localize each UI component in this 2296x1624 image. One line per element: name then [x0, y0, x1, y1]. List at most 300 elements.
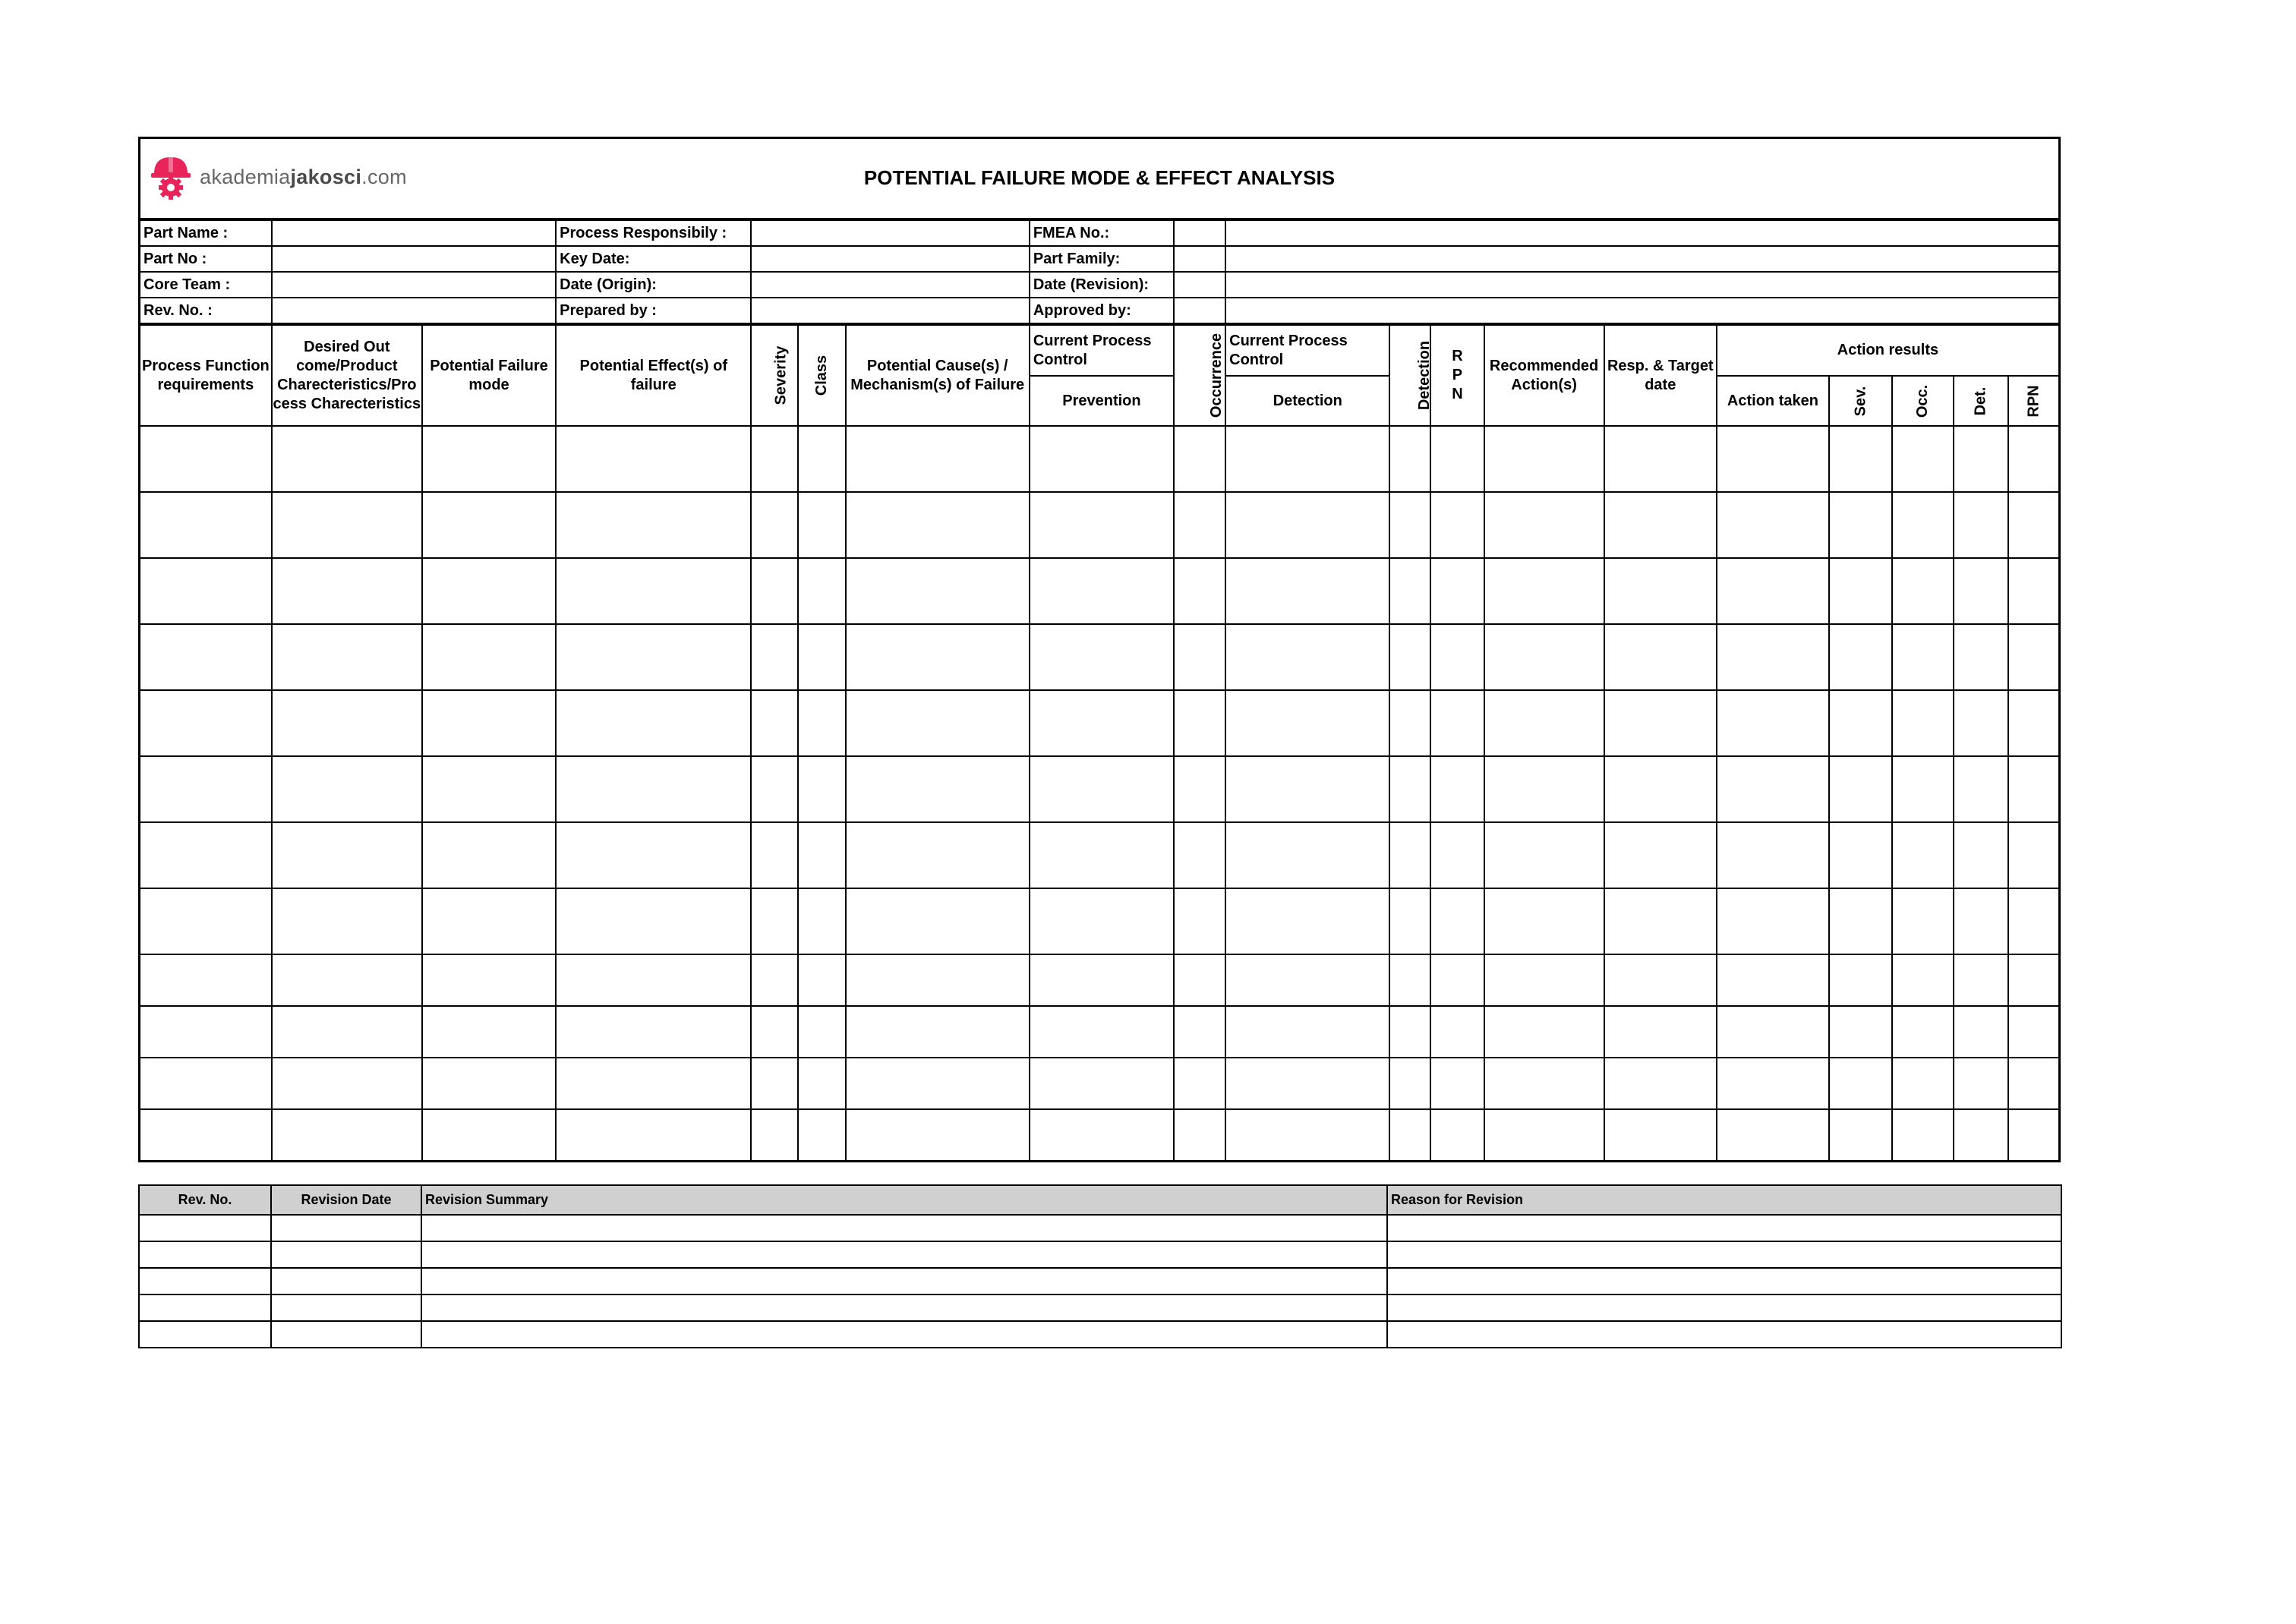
- table-cell[interactable]: [422, 690, 556, 756]
- table-cell[interactable]: [1604, 1109, 1717, 1162]
- table-cell[interactable]: [272, 822, 422, 888]
- table-cell[interactable]: [1174, 492, 1225, 558]
- process-responsibility-field[interactable]: [751, 219, 1029, 246]
- reason-for-revision-header: Reason for Revision: [1387, 1185, 2061, 1215]
- table-cell[interactable]: [1829, 1006, 1892, 1058]
- table-cell[interactable]: [1484, 1006, 1604, 1058]
- table-cell[interactable]: [1030, 426, 1174, 492]
- header-occ: [1892, 376, 1954, 426]
- table-cell[interactable]: [2008, 1109, 2059, 1162]
- table-cell[interactable]: [1225, 558, 1389, 624]
- revision-cell[interactable]: [1387, 1241, 2061, 1268]
- table-cell[interactable]: [751, 888, 798, 954]
- table-cell[interactable]: [1717, 558, 1829, 624]
- table-cell[interactable]: [556, 822, 751, 888]
- header-potential-causes: Potential Cause(s) / Mechanism(s) of Failure: [846, 324, 1030, 426]
- revision-cell[interactable]: [139, 1215, 271, 1241]
- table-cell[interactable]: [1892, 690, 1954, 756]
- table-cell[interactable]: [846, 756, 1030, 822]
- table-cell[interactable]: [1174, 1006, 1225, 1058]
- table-cell[interactable]: [2008, 624, 2059, 690]
- table-cell[interactable]: [1892, 756, 1954, 822]
- table-cell[interactable]: [1892, 426, 1954, 492]
- header-detection-sub: Detection: [1225, 376, 1389, 426]
- table-cell[interactable]: [1430, 558, 1484, 624]
- table-cell[interactable]: [1430, 954, 1484, 1006]
- revision-cell[interactable]: [1387, 1268, 2061, 1294]
- table-cell[interactable]: [422, 1058, 556, 1109]
- table-cell[interactable]: [1225, 492, 1389, 558]
- table-cell[interactable]: [422, 492, 556, 558]
- table-cell[interactable]: [1829, 756, 1892, 822]
- table-cell[interactable]: [846, 1006, 1030, 1058]
- table-cell[interactable]: [751, 1109, 798, 1162]
- table-cell[interactable]: [1484, 492, 1604, 558]
- table-cell[interactable]: [1389, 690, 1430, 756]
- table-cell[interactable]: [2008, 756, 2059, 822]
- rev-no-label: Rev. No. :: [140, 298, 272, 324]
- table-cell[interactable]: [1430, 888, 1484, 954]
- table-cell[interactable]: [2008, 690, 2059, 756]
- table-cell[interactable]: [1954, 1058, 2008, 1109]
- table-row: [140, 426, 2060, 492]
- table-cell[interactable]: [1829, 426, 1892, 492]
- table-cell[interactable]: [556, 888, 751, 954]
- table-cell[interactable]: [846, 1109, 1030, 1162]
- table-cell[interactable]: [1174, 954, 1225, 1006]
- table-cell[interactable]: [1604, 954, 1717, 1006]
- table-cell[interactable]: [1604, 558, 1717, 624]
- table-cell[interactable]: [1717, 756, 1829, 822]
- header-severity: [751, 324, 798, 426]
- table-cell[interactable]: [272, 1058, 422, 1109]
- table-cell[interactable]: [422, 954, 556, 1006]
- header-desired-outcome: Desired Out come/Product Charecteristics/Pro cess Charecteristics: [272, 324, 422, 426]
- table-cell[interactable]: [140, 756, 272, 822]
- table-row: [140, 1006, 2060, 1058]
- table-cell[interactable]: [272, 756, 422, 822]
- title-row: [140, 138, 2060, 220]
- revision-cell[interactable]: [139, 1241, 271, 1268]
- revision-cell[interactable]: [139, 1321, 271, 1348]
- table-cell[interactable]: [846, 1058, 1030, 1109]
- table-cell[interactable]: [272, 426, 422, 492]
- table-cell[interactable]: [272, 1006, 422, 1058]
- table-cell[interactable]: [1604, 888, 1717, 954]
- table-cell[interactable]: [1892, 822, 1954, 888]
- table-cell[interactable]: [1954, 888, 2008, 954]
- table-cell[interactable]: [1717, 888, 1829, 954]
- table-cell[interactable]: [1174, 888, 1225, 954]
- revision-cell[interactable]: [139, 1294, 271, 1321]
- revision-cell[interactable]: [1387, 1321, 2061, 1348]
- table-cell[interactable]: [846, 624, 1030, 690]
- approved-by-field[interactable]: [1225, 298, 2059, 324]
- table-cell[interactable]: [1030, 888, 1174, 954]
- table-cell[interactable]: [422, 426, 556, 492]
- table-cell[interactable]: [556, 426, 751, 492]
- table-cell[interactable]: [1430, 492, 1484, 558]
- revision-cell[interactable]: [271, 1294, 421, 1321]
- table-cell[interactable]: [846, 558, 1030, 624]
- table-cell[interactable]: [1389, 822, 1430, 888]
- table-cell[interactable]: [140, 690, 272, 756]
- table-cell[interactable]: [2008, 888, 2059, 954]
- part-family-box[interactable]: [1174, 246, 1225, 272]
- table-cell[interactable]: [1225, 1058, 1389, 1109]
- table-cell[interactable]: [1954, 756, 2008, 822]
- revision-cell[interactable]: [271, 1215, 421, 1241]
- table-cell[interactable]: [1954, 1109, 2008, 1162]
- table-cell[interactable]: [1389, 954, 1430, 1006]
- table-cell[interactable]: [1484, 690, 1604, 756]
- table-cell[interactable]: [1030, 756, 1174, 822]
- table-cell[interactable]: [2008, 1006, 2059, 1058]
- table-cell[interactable]: [1484, 426, 1604, 492]
- revision-row: [139, 1321, 2061, 1348]
- table-cell[interactable]: [1954, 558, 2008, 624]
- table-cell[interactable]: [846, 492, 1030, 558]
- table-cell[interactable]: [2008, 558, 2059, 624]
- table-cell[interactable]: [846, 888, 1030, 954]
- part-no-label: Part No :: [140, 246, 272, 272]
- table-cell[interactable]: [1829, 822, 1892, 888]
- table-cell[interactable]: [140, 624, 272, 690]
- table-cell[interactable]: [1225, 954, 1389, 1006]
- table-cell[interactable]: [140, 426, 272, 492]
- table-cell[interactable]: [798, 558, 845, 624]
- table-cell[interactable]: [140, 1058, 272, 1109]
- header-rpn-vertical: [1430, 324, 1484, 426]
- revision-cell[interactable]: [1387, 1294, 2061, 1321]
- table-cell[interactable]: [1484, 1058, 1604, 1109]
- table-cell[interactable]: [1892, 492, 1954, 558]
- document-title: POTENTIAL FAILURE MODE & EFFECT ANALYSIS: [863, 166, 1336, 189]
- table-cell[interactable]: [1225, 690, 1389, 756]
- table-cell[interactable]: [798, 954, 845, 1006]
- table-cell[interactable]: [2008, 492, 2059, 558]
- table-cell[interactable]: [1225, 756, 1389, 822]
- table-cell[interactable]: [1430, 1109, 1484, 1162]
- table-cell[interactable]: [556, 624, 751, 690]
- table-cell[interactable]: [1829, 1058, 1892, 1109]
- table-cell[interactable]: [140, 558, 272, 624]
- fmea-no-box[interactable]: [1174, 219, 1225, 246]
- table-cell[interactable]: [798, 1006, 845, 1058]
- table-cell[interactable]: [2008, 954, 2059, 1006]
- table-cell[interactable]: [422, 624, 556, 690]
- table-cell[interactable]: [272, 1109, 422, 1162]
- table-cell[interactable]: [1484, 558, 1604, 624]
- table-cell[interactable]: [1829, 888, 1892, 954]
- table-cell[interactable]: [1225, 426, 1389, 492]
- table-cell[interactable]: [1829, 690, 1892, 756]
- table-cell[interactable]: [1430, 756, 1484, 822]
- table-cell[interactable]: [1030, 558, 1174, 624]
- table-cell[interactable]: [798, 426, 845, 492]
- table-cell[interactable]: [846, 954, 1030, 1006]
- revision-cell[interactable]: [271, 1241, 421, 1268]
- table-cell[interactable]: [1484, 954, 1604, 1006]
- table-cell[interactable]: [1954, 1006, 2008, 1058]
- table-cell[interactable]: [1389, 756, 1430, 822]
- rpn-label: RPN: [2025, 384, 2042, 418]
- table-cell[interactable]: [1430, 624, 1484, 690]
- revision-cell[interactable]: [271, 1321, 421, 1348]
- table-cell[interactable]: [751, 492, 798, 558]
- table-cell[interactable]: [1892, 1058, 1954, 1109]
- table-cell[interactable]: [272, 624, 422, 690]
- table-cell[interactable]: [272, 690, 422, 756]
- table-cell[interactable]: [1174, 624, 1225, 690]
- table-cell[interactable]: [1430, 822, 1484, 888]
- table-cell[interactable]: [1030, 624, 1174, 690]
- table-cell[interactable]: [1389, 888, 1430, 954]
- table-cell[interactable]: [1174, 1058, 1225, 1109]
- table-cell[interactable]: [1717, 1058, 1829, 1109]
- table-cell[interactable]: [556, 1109, 751, 1162]
- table-cell[interactable]: [1717, 822, 1829, 888]
- table-cell[interactable]: [1225, 1109, 1389, 1162]
- table-cell[interactable]: [751, 690, 798, 756]
- table-cell[interactable]: [556, 954, 751, 1006]
- table-cell[interactable]: [1030, 822, 1174, 888]
- rev-no-header: Rev. No.: [139, 1185, 271, 1215]
- header-current-control-prevention: Current Process Control: [1030, 324, 1174, 376]
- revision-rows: [139, 1215, 2061, 1348]
- table-cell[interactable]: [1829, 492, 1892, 558]
- table-cell[interactable]: [1389, 624, 1430, 690]
- rpn-letter-r: R: [1452, 348, 1463, 364]
- table-cell[interactable]: [1717, 690, 1829, 756]
- table-cell[interactable]: [1030, 1006, 1174, 1058]
- table-cell[interactable]: [272, 954, 422, 1006]
- date-origin-label: Date (Origin):: [556, 272, 751, 298]
- table-cell[interactable]: [1030, 1109, 1174, 1162]
- det-label: Det.: [1972, 386, 1989, 415]
- fmea-no-label: FMEA No.:: [1030, 219, 1174, 246]
- header-recommended-actions: Recommended Action(s): [1484, 324, 1604, 426]
- table-cell[interactable]: [556, 558, 751, 624]
- table-cell[interactable]: [1604, 1058, 1717, 1109]
- header-current-control-detection: Current Process Control: [1225, 324, 1389, 376]
- table-cell[interactable]: [1225, 1006, 1389, 1058]
- table-cell[interactable]: [556, 756, 751, 822]
- table-cell[interactable]: [1430, 690, 1484, 756]
- table-cell[interactable]: [140, 1109, 272, 1162]
- table-cell[interactable]: [1389, 1109, 1430, 1162]
- table-cell[interactable]: [556, 1058, 751, 1109]
- table-cell[interactable]: [1717, 954, 1829, 1006]
- part-no-field[interactable]: [272, 246, 556, 272]
- table-cell[interactable]: [272, 492, 422, 558]
- table-cell[interactable]: [140, 1006, 272, 1058]
- table-cell[interactable]: [1892, 1109, 1954, 1162]
- table-cell[interactable]: [1174, 690, 1225, 756]
- info-row-2: [140, 246, 2060, 272]
- rev-no-field[interactable]: [272, 298, 556, 324]
- table-cell[interactable]: [422, 1006, 556, 1058]
- revision-cell[interactable]: [421, 1215, 1387, 1241]
- table-cell[interactable]: [422, 822, 556, 888]
- table-cell[interactable]: [1717, 1006, 1829, 1058]
- table-cell[interactable]: [422, 888, 556, 954]
- table-cell[interactable]: [1484, 888, 1604, 954]
- table-cell[interactable]: [798, 690, 845, 756]
- table-cell[interactable]: [798, 624, 845, 690]
- table-cell[interactable]: [1604, 822, 1717, 888]
- table-cell[interactable]: [1389, 1006, 1430, 1058]
- table-cell[interactable]: [1954, 624, 2008, 690]
- part-family-field[interactable]: [1225, 246, 2059, 272]
- revision-cell[interactable]: [271, 1268, 421, 1294]
- table-cell[interactable]: [751, 1058, 798, 1109]
- table-cell[interactable]: [798, 822, 845, 888]
- table-cell[interactable]: [798, 1058, 845, 1109]
- table-cell[interactable]: [1604, 1006, 1717, 1058]
- table-cell[interactable]: [1430, 1058, 1484, 1109]
- table-cell[interactable]: [1484, 822, 1604, 888]
- header-potential-effects: Potential Effect(s) of failure: [556, 324, 751, 426]
- table-cell[interactable]: [1174, 822, 1225, 888]
- table-cell[interactable]: [422, 1109, 556, 1162]
- table-cell[interactable]: [1484, 624, 1604, 690]
- table-cell[interactable]: [1829, 558, 1892, 624]
- table-cell[interactable]: [422, 756, 556, 822]
- table-cell[interactable]: [1717, 1109, 1829, 1162]
- table-cell[interactable]: [751, 756, 798, 822]
- table-cell[interactable]: [1389, 492, 1430, 558]
- table-cell[interactable]: [1604, 756, 1717, 822]
- rpn-letter-n: N: [1452, 386, 1463, 402]
- table-cell[interactable]: [1030, 492, 1174, 558]
- header-class: [798, 324, 845, 426]
- table-cell[interactable]: [140, 492, 272, 558]
- table-cell[interactable]: [1030, 690, 1174, 756]
- table-cell[interactable]: [1484, 1109, 1604, 1162]
- table-cell[interactable]: [751, 954, 798, 1006]
- table-cell[interactable]: [1389, 558, 1430, 624]
- table-cell[interactable]: [1892, 888, 1954, 954]
- table-cell[interactable]: [798, 492, 845, 558]
- date-revision-field[interactable]: [1225, 272, 2059, 298]
- fmea-form: [138, 137, 2061, 1162]
- table-cell[interactable]: [1174, 558, 1225, 624]
- table-cell[interactable]: [1604, 426, 1717, 492]
- table-cell[interactable]: [751, 822, 798, 888]
- table-cell[interactable]: [751, 558, 798, 624]
- table-cell[interactable]: [1225, 888, 1389, 954]
- table-cell[interactable]: [1030, 954, 1174, 1006]
- revision-cell[interactable]: [421, 1241, 1387, 1268]
- table-cell[interactable]: [846, 426, 1030, 492]
- table-cell[interactable]: [2008, 822, 2059, 888]
- table-cell[interactable]: [1717, 426, 1829, 492]
- header-potential-failure-mode: Potential Failure mode: [422, 324, 556, 426]
- class-label: Class: [813, 355, 831, 396]
- table-cell[interactable]: [1892, 1006, 1954, 1058]
- table-cell[interactable]: [1389, 1058, 1430, 1109]
- table-cell[interactable]: [1892, 558, 1954, 624]
- table-cell[interactable]: [1954, 954, 2008, 1006]
- revision-summary-header: Revision Summary: [421, 1185, 1387, 1215]
- revision-cell[interactable]: [139, 1268, 271, 1294]
- revision-cell[interactable]: [421, 1268, 1387, 1294]
- table-cell[interactable]: [798, 1109, 845, 1162]
- table-row: [140, 756, 2060, 822]
- header-detection: [1389, 324, 1433, 426]
- table-cell[interactable]: [1892, 624, 1954, 690]
- table-cell[interactable]: [140, 822, 272, 888]
- table-cell[interactable]: [1430, 426, 1484, 492]
- table-cell[interactable]: [1829, 1109, 1892, 1162]
- table-cell[interactable]: [751, 426, 798, 492]
- table-cell[interactable]: [846, 690, 1030, 756]
- date-revision-box[interactable]: [1174, 272, 1225, 298]
- revision-cell[interactable]: [1387, 1215, 2061, 1241]
- table-cell[interactable]: [751, 1006, 798, 1058]
- table-cell[interactable]: [2008, 1058, 2059, 1109]
- table-cell[interactable]: [2008, 426, 2059, 492]
- table-cell[interactable]: [556, 690, 751, 756]
- table-cell[interactable]: [272, 888, 422, 954]
- fmea-no-field[interactable]: [1225, 219, 2059, 246]
- core-team-label: Core Team :: [140, 272, 272, 298]
- core-team-field[interactable]: [272, 272, 556, 298]
- table-cell[interactable]: [1225, 624, 1389, 690]
- table-cell[interactable]: [1717, 492, 1829, 558]
- part-name-field[interactable]: [272, 219, 556, 246]
- key-date-field[interactable]: [751, 246, 1029, 272]
- table-cell[interactable]: [272, 558, 422, 624]
- table-cell[interactable]: [1954, 690, 2008, 756]
- table-cell[interactable]: [1174, 756, 1225, 822]
- table-cell[interactable]: [140, 888, 272, 954]
- table-cell[interactable]: [1604, 624, 1717, 690]
- table-cell[interactable]: [1717, 624, 1829, 690]
- table-cell[interactable]: [1430, 1006, 1484, 1058]
- table-cell[interactable]: [798, 756, 845, 822]
- table-cell[interactable]: [1604, 492, 1717, 558]
- table-cell[interactable]: [1389, 426, 1430, 492]
- table-cell[interactable]: [140, 954, 272, 1006]
- table-cell[interactable]: [1484, 756, 1604, 822]
- table-cell[interactable]: [556, 492, 751, 558]
- table-cell[interactable]: [1892, 954, 1954, 1006]
- table-cell[interactable]: [556, 1006, 751, 1058]
- prepared-by-field[interactable]: [751, 298, 1029, 324]
- date-origin-field[interactable]: [751, 272, 1029, 298]
- table-cell[interactable]: [1829, 624, 1892, 690]
- table-cell[interactable]: [1030, 1058, 1174, 1109]
- revision-cell[interactable]: [421, 1321, 1387, 1348]
- table-cell[interactable]: [1604, 690, 1717, 756]
- table-cell[interactable]: [1954, 822, 2008, 888]
- table-cell[interactable]: [1954, 492, 2008, 558]
- revision-cell[interactable]: [421, 1294, 1387, 1321]
- approved-by-box[interactable]: [1174, 298, 1225, 324]
- table-cell[interactable]: [1954, 426, 2008, 492]
- table-cell[interactable]: [846, 822, 1030, 888]
- table-cell[interactable]: [1225, 822, 1389, 888]
- table-cell[interactable]: [798, 888, 845, 954]
- header-process-function: Process Function requirements: [140, 324, 272, 426]
- table-cell[interactable]: [1174, 1109, 1225, 1162]
- table-cell[interactable]: [751, 624, 798, 690]
- table-cell[interactable]: [422, 558, 556, 624]
- table-cell[interactable]: [1829, 954, 1892, 1006]
- table-cell[interactable]: [1174, 426, 1225, 492]
